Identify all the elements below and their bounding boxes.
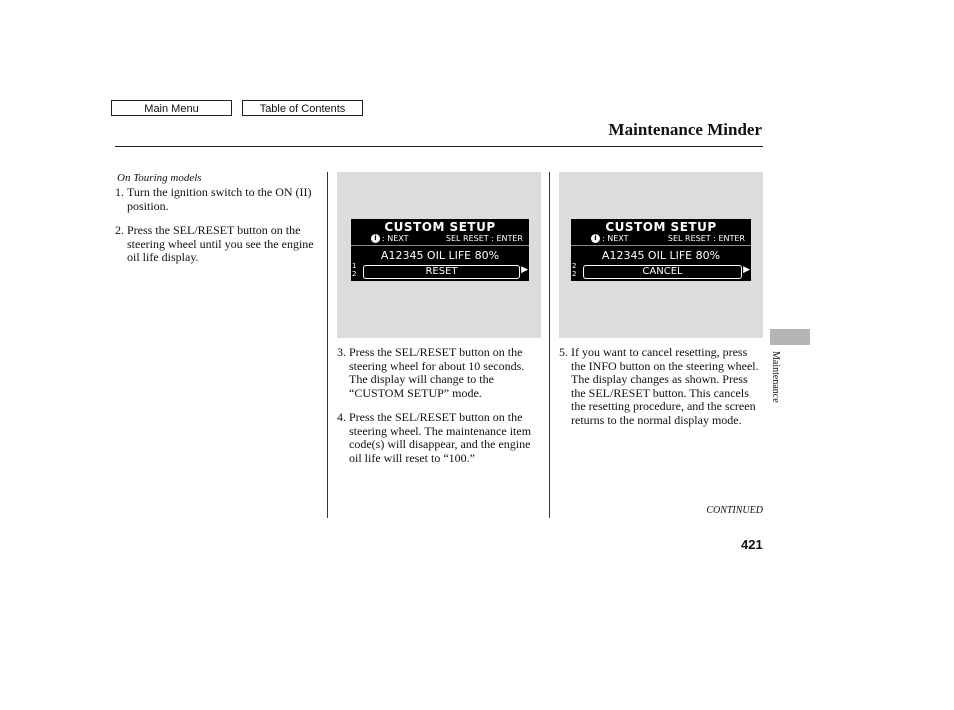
step-number: 4. xyxy=(337,410,346,424)
lcd-next xyxy=(591,234,629,243)
lcd-page-bottom: 2 xyxy=(352,270,357,278)
header-rule xyxy=(115,146,763,147)
step-2 xyxy=(115,224,320,265)
lcd-page-indicator xyxy=(352,262,356,278)
lcd-separator xyxy=(571,245,751,246)
continued-label: CONTINUED xyxy=(706,505,763,516)
lcd-next-label: : NEXT xyxy=(382,234,409,243)
info-icon: i xyxy=(591,234,600,243)
lcd-display xyxy=(571,219,751,281)
step-number: 3. xyxy=(337,345,346,359)
step-number: 1. xyxy=(115,185,124,199)
lcd-page-top: 2 xyxy=(572,262,577,270)
table-of-contents-button[interactable]: Table of Contents xyxy=(242,100,363,116)
column-divider xyxy=(549,172,550,518)
lcd-page-top: 1 xyxy=(352,262,357,270)
lcd-selection: RESET xyxy=(363,265,520,279)
section-tab xyxy=(770,329,810,345)
middle-steps xyxy=(337,346,537,476)
lcd-sel-reset: SEL RESET : ENTER xyxy=(445,234,523,243)
display-panel-cancel xyxy=(559,172,763,338)
lcd-next xyxy=(371,234,409,243)
lcd-page-indicator xyxy=(572,262,576,278)
lcd-page-bottom: 2 xyxy=(572,270,577,278)
model-note: On Touring models xyxy=(117,172,202,184)
step-text: Press the SEL/RESET button on the steering wheel for about 10 seconds. The display will change to the “CUSTOM SETUP” mode. xyxy=(349,345,525,400)
step-3 xyxy=(337,346,537,400)
lcd-display xyxy=(351,219,529,281)
lcd-arrow-icon: ▶ xyxy=(743,265,750,275)
section-label: Maintenance xyxy=(770,351,781,403)
lcd-next-label: : NEXT xyxy=(602,234,629,243)
right-steps xyxy=(559,346,761,438)
step-4 xyxy=(337,411,537,465)
column-divider xyxy=(327,172,328,518)
step-text: Press the SEL/RESET button on the steering wheel until you see the engine oil life display. xyxy=(127,223,314,264)
step-number: 2. xyxy=(115,223,124,237)
info-icon: i xyxy=(371,234,380,243)
lcd-selection: CANCEL xyxy=(583,265,742,279)
main-menu-button[interactable]: Main Menu xyxy=(111,100,232,116)
step-1 xyxy=(115,186,320,213)
lcd-separator xyxy=(351,245,529,246)
step-text: If you want to cancel resetting, press the INFO button on the steering wheel. The display changes as shown. Press the SEL/RESET button. This cancels the resetting procedure, and the screen returns to the normal display mode. xyxy=(571,345,759,427)
page-number: 421 xyxy=(741,537,763,552)
lcd-oil-life: A12345 OIL LIFE 80% xyxy=(601,249,721,262)
lcd-oil-life: A12345 OIL LIFE 80% xyxy=(380,249,500,262)
page-title: Maintenance Minder xyxy=(608,120,762,139)
lcd-header: CUSTOM SETUP xyxy=(605,220,717,234)
step-5 xyxy=(559,346,761,427)
step-text: Turn the ignition switch to the ON (II) position. xyxy=(127,185,312,213)
step-text: Press the SEL/RESET button on the steering wheel. The maintenance item code(s) will disappear, and the engine oil life will reset to “100.” xyxy=(349,410,532,465)
left-steps xyxy=(115,186,320,276)
lcd-header: CUSTOM SETUP xyxy=(384,220,496,234)
lcd-sel-reset: SEL RESET : ENTER xyxy=(667,234,745,243)
step-number: 5. xyxy=(559,345,568,359)
display-panel-reset xyxy=(337,172,541,338)
lcd-arrow-icon: ▶ xyxy=(521,265,528,275)
